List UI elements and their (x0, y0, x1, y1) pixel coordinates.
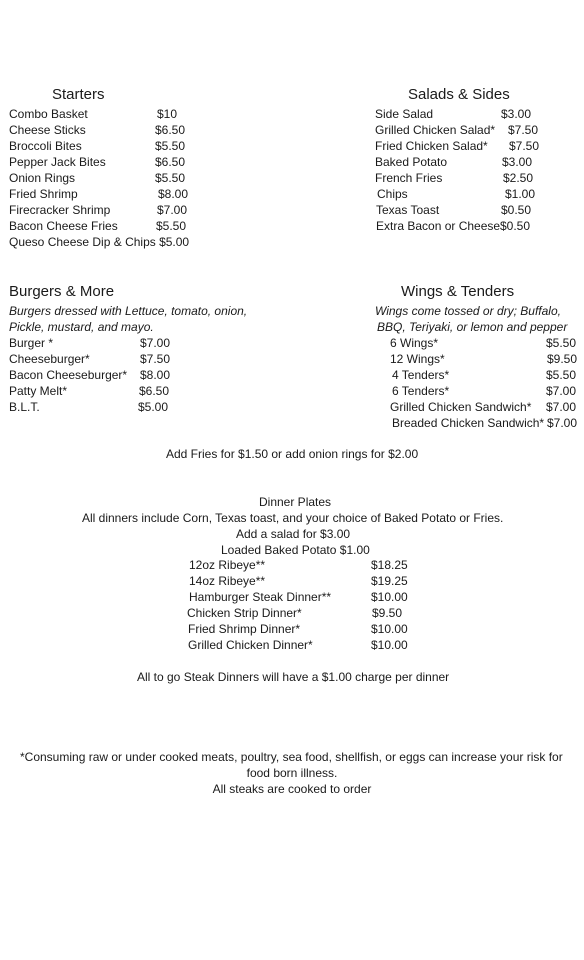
item-price: $5.50 (155, 139, 186, 153)
item-price: $7.50 (140, 352, 171, 366)
item-name: Hamburger Steak Dinner** (189, 590, 332, 604)
item-name: Grilled Chicken Sandwich* (390, 400, 532, 414)
item-price: $6.50 (139, 384, 170, 398)
queso-item: Queso Cheese Dip & Chips $5.00 (9, 235, 190, 249)
item-name: Fried Shrimp Dinner* (188, 622, 301, 636)
item-price: $10.00 (371, 638, 408, 652)
burgers-note: Burgers dressed with Lettuce, tomato, onion, (9, 304, 248, 318)
item-price: $19.25 (371, 574, 408, 588)
item-name: 6 Tenders* (392, 384, 450, 398)
item-name: Cheese Sticks (9, 123, 86, 137)
item-price: $5.50 (156, 219, 187, 233)
item-price: $3.00 (502, 155, 533, 169)
item-price: $0.50 (500, 219, 531, 233)
wings-note: Wings come tossed or dry; Buffalo, (375, 304, 561, 318)
item-price: $5.50 (155, 171, 186, 185)
dinner-salad-note: Add a salad for $3.00 (236, 527, 351, 541)
item-name: Grilled Chicken Dinner* (188, 638, 313, 652)
to-go-note: All to go Steak Dinners will have a $1.00 charge per dinner (137, 670, 450, 684)
item-name: Baked Potato (375, 155, 448, 169)
item-name: 6 Wings* (390, 336, 439, 350)
item-name: Combo Basket (9, 107, 88, 121)
item-price: $9.50 (372, 606, 403, 620)
item-name: Extra Bacon or Cheese (376, 219, 501, 233)
item-name: Side Salad (375, 107, 434, 121)
item-price: $7.50 (508, 123, 539, 137)
add-fries-note: Add Fries for $1.50 or add onion rings for $2.00 (166, 447, 419, 461)
item-price: $5.00 (138, 400, 169, 414)
item-price: $6.50 (155, 155, 186, 169)
item-price: $7.00 (546, 400, 577, 414)
item-name: Texas Toast (376, 203, 440, 217)
item-price: $18.25 (371, 558, 408, 572)
item-price: $1.00 (505, 187, 536, 201)
item-name: Grilled Chicken Salad* (375, 123, 496, 137)
item-name: Onion Rings (9, 171, 76, 185)
item-price: $5.50 (546, 336, 577, 350)
dinner-potato-note: Loaded Baked Potato $1.00 (221, 543, 370, 557)
item-price: $7.00 (546, 384, 577, 398)
item-price: $7.00 (547, 416, 578, 430)
item-name: 12 Wings* (390, 352, 445, 366)
item-name: Patty Melt* (9, 384, 68, 398)
item-price: $2.50 (503, 171, 534, 185)
item-name: Cheeseburger* (9, 352, 90, 366)
item-name: Breaded Chicken Sandwich* (392, 416, 545, 430)
item-price: $6.50 (155, 123, 186, 137)
item-name: 12oz Ribeye** (189, 558, 266, 572)
wings-title: Wings & Tenders (401, 283, 515, 300)
item-price: $7.00 (157, 203, 188, 217)
item-price: $10.00 (371, 622, 408, 636)
item-price: $7.50 (509, 139, 540, 153)
starters-title: Starters (52, 86, 105, 103)
salads-title: Salads & Sides (408, 86, 510, 103)
item-name: Chicken Strip Dinner* (187, 606, 302, 620)
dinner-include-note: All dinners include Corn, Texas toast, and your choice of Baked Potato or Fries. (82, 511, 504, 525)
disclaimer-line: All steaks are cooked to order (212, 782, 372, 796)
item-price: $7.00 (140, 336, 171, 350)
item-name: Chips (377, 187, 408, 201)
item-price: $10.00 (371, 590, 408, 604)
disclaimer-line: food born illness. (246, 766, 338, 780)
item-price: $9.50 (547, 352, 578, 366)
wings-note: BBQ, Teriyaki, or lemon and pepper (377, 320, 568, 334)
item-name: Bacon Cheeseburger* (9, 368, 128, 382)
item-name: B.L.T. (9, 400, 40, 414)
disclaimer-line: *Consuming raw or under cooked meats, poultry, sea food, shellfish, or eggs can increase your risk for (20, 750, 563, 764)
item-name: Burger * (9, 336, 54, 350)
burgers-title: Burgers & More (9, 283, 115, 300)
item-price: $0.50 (501, 203, 532, 217)
item-price: $10 (157, 107, 178, 121)
item-price: $5.50 (546, 368, 577, 382)
item-name: Fried Shrimp (9, 187, 78, 201)
item-price: $8.00 (140, 368, 171, 382)
item-price: $3.00 (501, 107, 532, 121)
item-name: Pepper Jack Bites (9, 155, 106, 169)
item-name: Broccoli Bites (9, 139, 82, 153)
dinner-title: Dinner Plates (259, 495, 332, 509)
item-name: Firecracker Shrimp (9, 203, 111, 217)
item-name: 4 Tenders* (392, 368, 450, 382)
burgers-note: Pickle, mustard, and mayo. (9, 320, 154, 334)
item-name: French Fries (375, 171, 443, 185)
item-name: Bacon Cheese Fries (9, 219, 118, 233)
item-name: 14oz Ribeye** (189, 574, 266, 588)
item-name: Fried Chicken Salad* (375, 139, 488, 153)
item-price: $8.00 (158, 187, 189, 201)
